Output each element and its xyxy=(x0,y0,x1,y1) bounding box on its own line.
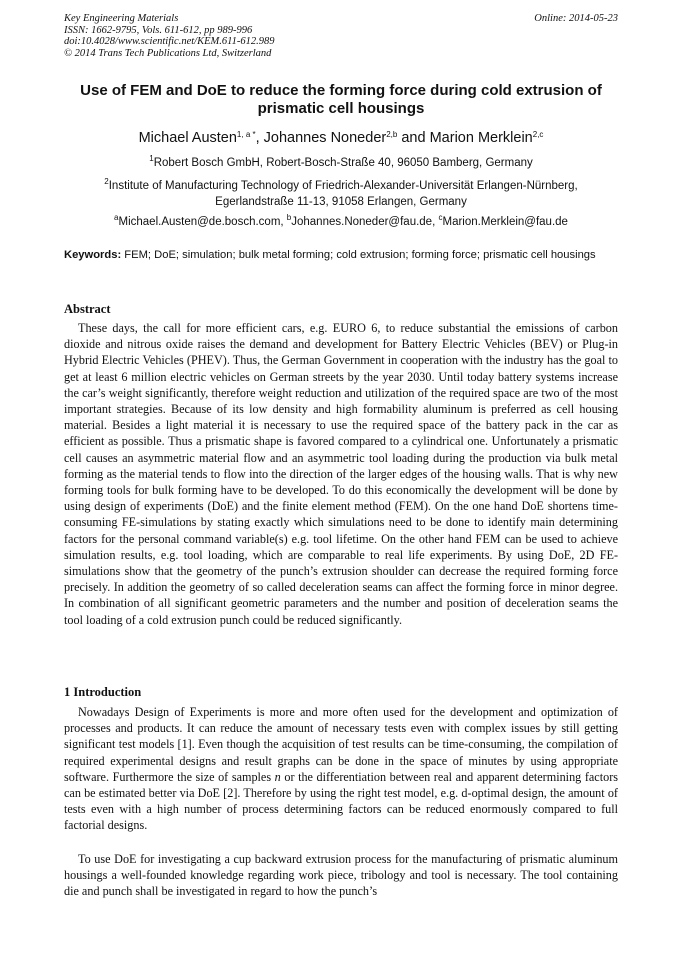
email-link: Marion.Merklein@fau.de xyxy=(442,216,568,228)
author-affiliation-mark: 1, a * xyxy=(236,130,256,139)
keywords-label: Keywords: xyxy=(64,249,122,261)
paper-title: Use of FEM and DoE to reduce the forming force during cold extrusion of prismatic cell housings xyxy=(80,82,602,117)
online-date: Online: 2014-05-23 xyxy=(534,13,618,24)
affiliation-1: $^1$Robert Bosch GmbH, Robert-Bosch-Straße 40, 96050 Bamberg, Germany xyxy=(149,154,533,169)
keywords-text: FEM; DoE; simulation; bulk metal forming; cold extrusion; forming force; prismatic cell housings xyxy=(121,249,596,261)
email-link: Johannes.Noneder@fau.de, xyxy=(291,216,439,228)
author-name: Johannes Noneder xyxy=(263,130,387,146)
journal-header xyxy=(64,13,618,59)
author-affiliation-mark: 2,b xyxy=(386,130,398,139)
issn-line: ISSN: 1662-9795, Vols. 611-612, pp 989-996 xyxy=(64,24,253,36)
author-name: Michael Austen xyxy=(138,130,237,146)
copyright-line: © 2014 Trans Tech Publications Ltd, Switzerland xyxy=(64,47,272,59)
affiliation-2: $^2$Institute of Manufacturing Technology of Friedrich-Alexander-Universität Erlangen-Nürnberg, Egerlandstraße 11-13, 91058 Erlangen, Germany xyxy=(104,177,578,208)
introduction-heading: 1 Introduction xyxy=(64,685,142,699)
email-link: Michael.Austen@de.bosch.com, xyxy=(118,216,287,228)
author-list xyxy=(64,129,618,147)
abstract-text: These days, the call for more efficient cars, e.g. EURO 6, to reduce substantial the emissions of carbon dioxide and nitrous oxide raises the demand and development for Battery Electric Vehicles (BEV) or Plug-in Hybrid Electric Vehicles (PHEV). Thus, the German Government in cooperation with the industry has the goal to get at least 6 million electric vehicles on German streets by the year 2030. Until today battery systems increase the car’s weight significantly, therefore weight reduction and utilization of the required space are two of the most important strategies. Because of its low density and high formability aluminum is preferred as cell housing material. Besides a light material it is necessary to use the required space of the battery pack in the car as efficient as possible. Thus a prismatic shape is favored compared to a cylindrical one. Unfortunately a prismatic cell causes an asymmetric material flow and an asymmetric tool loading during the production via bulk metal forming as the material tends to flow into the direction of the larger edges of the housing walls. That is why new forming tools for bulk forming have to be developed. To do this economically the development will be done by using design of experiments (DoE) and the finite element method (FEM). On the one hand DoE shortens time-consuming FE-simulations by stating exactly which simulations need to be done to identify main determining factors for the personal command variable(s) e.g. tool lifetime. On the other hand FEM can be used to achieve simulation results, e.g. tool loading, which are comparable to real life experiments. By using DoE, 2D FE-simulations show that the geometry of the punch’s extrusion shoulder can decrease the required forming force precisely. In addition the geometry of so called deceleration seams can affect the forming force in minor degree. In combination of all significant geometric parameters and the number and position of deceleration seams the tool loading of a cold extrusion punch could be reduced significantly. xyxy=(64,321,618,627)
author-separator: and xyxy=(397,130,430,146)
author-separator: , xyxy=(255,130,264,146)
doi-line: doi:10.4028/www.scientific.net/KEM.611-612.989 xyxy=(64,36,275,47)
author-affiliation-mark: 2,c xyxy=(532,130,544,139)
author-emails: $^a$Michael.Austen@de.bosch.com, $^b$Johannes.Noneder@fau.de, $^c$Marion.Merklein@fau.de xyxy=(114,213,568,228)
journal-name: Key Engineering Materials xyxy=(64,13,179,24)
keywords xyxy=(64,248,618,263)
introduction-paragraph: To use DoE for investigating a cup backward extrusion process for the manufacturing of prismatic aluminum housings a well-founded knowledge regarding work piece, tribology and tool is necessary. The tool containing die and punch shall be investigated in regard to how the punch’s xyxy=(64,852,618,899)
abstract-heading: Abstract xyxy=(64,302,111,316)
author-name: Marion Merklein xyxy=(429,130,533,146)
introduction-paragraph: Nowadays Design of Experiments is more and more often used for the development and optimization of processes and products. It can reduce the amount of necessary tests even with complex issues by still getting significant test models [1]. Even though the acquisition of test results can be time-consuming, the compilation of required experimental designs and result graphs can be done in the space of minutes by using appropriate software. Furthermore the size of samples n or the differentiation between real and apparent determining factors can be estimated better via DoE [2]. Therefore by using the right test model, e.g. d-optimal design, the amount of tests even with a high number of process determining factors can be reduced enormously compared to full factorial designs. xyxy=(64,705,618,833)
